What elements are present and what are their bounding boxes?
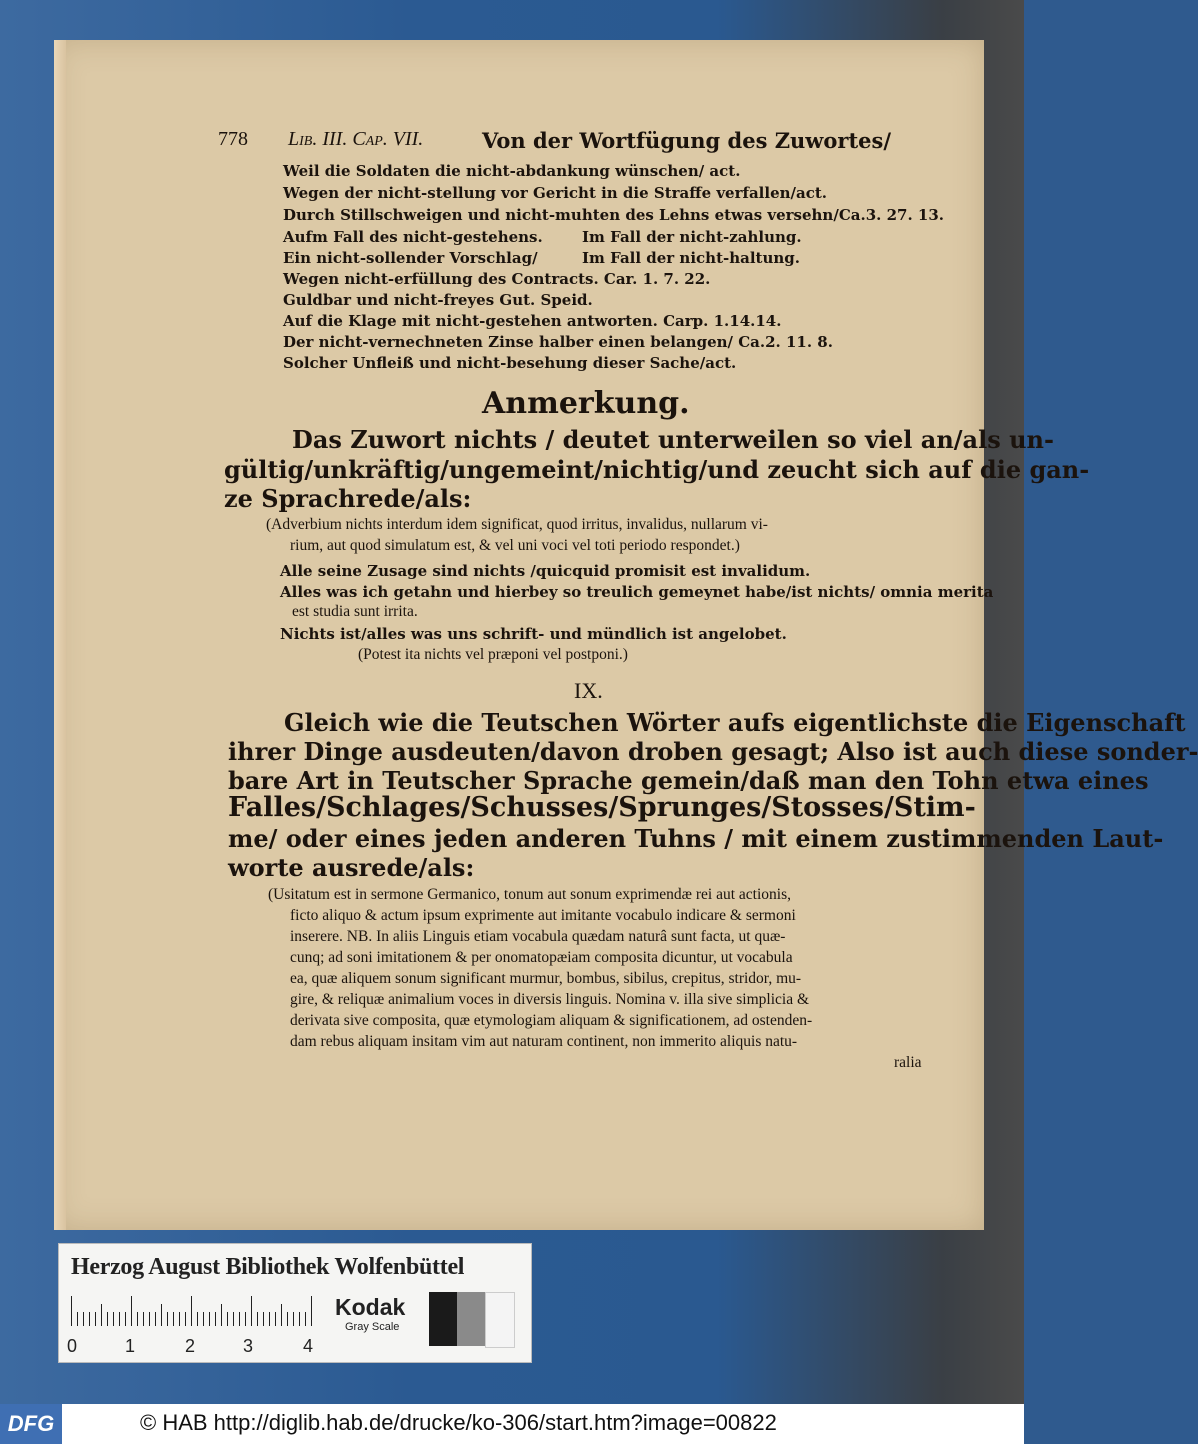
ruler-tick xyxy=(239,1312,240,1326)
ruler-number: 0 xyxy=(67,1336,78,1356)
ruler-tick xyxy=(305,1312,306,1326)
section-numeral: IX. xyxy=(574,678,603,703)
example-line: Alles was ich getahn und hierbey so treulich gemeynet habe/ist nichts/ omnia merita xyxy=(280,583,994,601)
ruler-number: 2 xyxy=(185,1336,196,1356)
ruler-tick xyxy=(227,1312,228,1326)
page-number: 778 xyxy=(218,128,248,150)
ruler-number: 4 xyxy=(303,1336,314,1356)
ruler-tick xyxy=(161,1304,162,1326)
gray-patch-black xyxy=(429,1292,457,1346)
ruler-tick xyxy=(77,1312,78,1326)
paragraph-line: Falles/Schlages/Schusses/Sprunges/Stosses/Stim- xyxy=(228,792,976,823)
latin-line: (Usitatum est in sermone Germanico, tonum aut sonum exprimendæ rei aut actionis, xyxy=(268,886,792,903)
ruler-tick xyxy=(131,1296,132,1326)
gray-patch-mid xyxy=(457,1292,485,1346)
ruler-tick xyxy=(149,1312,150,1326)
example-line: Weil die Soldaten die nicht-abdankung wünschen/ act. xyxy=(283,162,741,180)
latin-line: derivata sive composita, quæ etymologiam aliquam & significationem, ad ostenden- xyxy=(290,1012,813,1029)
running-title: Von der Wortfügung des Zuwortes/ xyxy=(482,128,892,153)
ruler-tick xyxy=(263,1312,264,1326)
ruler-tick xyxy=(137,1312,138,1326)
ruler-tick xyxy=(299,1312,300,1326)
ruler-tick xyxy=(113,1312,114,1326)
ruler-tick xyxy=(83,1312,84,1326)
example-line: Im Fall der nicht-zahlung. xyxy=(582,228,802,246)
latin-line: cunq; ad soni imitationem & per onomatopæiam composita dicuntur, ut vocabula xyxy=(290,949,793,966)
ruler-tick xyxy=(71,1296,72,1326)
ruler-tick xyxy=(155,1312,156,1326)
ruler-tick xyxy=(101,1304,102,1326)
example-line: Der nicht-vernechneten Zinse halber einen belangen/ Ca.2. 11. 8. xyxy=(283,333,833,351)
example-line: est studia sunt irrita. xyxy=(292,603,418,620)
paragraph-line: Gleich wie die Teutschen Wörter aufs eigentlichste die Eigenschaft xyxy=(284,708,1186,737)
latin-line: gire, & reliquæ animalium voces in diversis linguis. Nomina v. illa sive simplicia & xyxy=(290,991,810,1008)
ruler-number: 3 xyxy=(243,1336,254,1356)
example-line: Wegen nicht-erfüllung des Contracts. Car. 1. 7. 22. xyxy=(283,270,711,288)
latin-line: ficto aliquo & actum ipsum exprimente aut imitante vocabulo indicare & sermoni xyxy=(290,907,796,924)
library-name: Herzog August Bibliothek Wolfenbüttel xyxy=(71,1254,465,1280)
ruler-tick xyxy=(185,1312,186,1326)
ruler-tick xyxy=(167,1312,168,1326)
ruler-tick xyxy=(191,1296,192,1326)
example-line: Nichts ist/alles was uns schrift- und mündlich ist angelobet. xyxy=(280,625,787,643)
ruler-tick xyxy=(95,1312,96,1326)
paragraph-line: gültig/unkräftig/ungemeint/nichtig/und zeucht sich auf die gan- xyxy=(224,455,1090,484)
kodak-brand: Kodak xyxy=(335,1294,406,1320)
latin-line: (Adverbium nichts interdum idem significat, quod irritus, invalidus, nullarum vi- xyxy=(266,516,768,533)
latin-line: inserere. NB. In aliis Linguis etiam vocabula quædam naturâ sunt facta, ut quæ- xyxy=(290,928,786,945)
paragraph-line: bare Art in Teutscher Sprache gemein/daß man den Tohn etwa eines xyxy=(228,766,1149,795)
example-line: Wegen der nicht-stellung vor Gericht in die Straffe verfallen/act. xyxy=(283,184,828,202)
latin-note: (Potest ita nichts vel præponi vel postponi.) xyxy=(358,646,628,663)
catchword: ralia xyxy=(894,1054,922,1071)
paragraph-line: ihrer Dinge ausdeuten/davon droben gesagt; Also ist auch diese sonder- xyxy=(228,737,1198,766)
example-line: Guldbar und nicht-freyes Gut. Speid. xyxy=(283,291,593,309)
ruler-tick xyxy=(173,1312,174,1326)
example-line: Alle seine Zusage sind nichts /quicquid promisit est invalidum. xyxy=(280,562,811,580)
example-line: Auf die Klage mit nicht-gestehen antworten. Carp. 1.14.14. xyxy=(283,312,782,330)
chapter-reference: Lib. III. Cap. VII. xyxy=(288,128,424,150)
example-line: Ein nicht-sollender Vorschlag/ xyxy=(283,249,538,267)
ruler-tick xyxy=(119,1312,120,1326)
ruler-tick xyxy=(269,1312,270,1326)
ruler-number: 1 xyxy=(125,1336,136,1356)
anmerkung-heading: Anmerkung. xyxy=(482,386,690,421)
ruler-tick xyxy=(251,1296,252,1326)
example-line: Im Fall der nicht-haltung. xyxy=(582,249,801,267)
ruler-tick xyxy=(179,1312,180,1326)
example-line: Durch Stillschweigen und nicht-muhten des Lehns etwas versehn/Ca.3. 27. 13. xyxy=(283,206,944,224)
ruler-tick xyxy=(209,1312,210,1326)
paragraph-line: ze Sprachrede/als: xyxy=(224,484,472,513)
ruler-tick xyxy=(233,1312,234,1326)
ruler-tick xyxy=(125,1312,126,1326)
ruler-tick xyxy=(311,1296,312,1326)
example-line: Solcher Unfleiß und nicht-besehung dieser Sache/act. xyxy=(283,354,737,372)
paragraph-line: me/ oder eines jeden anderen Tuhns / mit einem zustimmenden Laut- xyxy=(228,824,1164,853)
ruler-tick xyxy=(293,1312,294,1326)
ruler xyxy=(71,1296,319,1326)
copyright-link[interactable]: © HAB http://diglib.hab.de/drucke/ko-306/start.htm?image=00822 xyxy=(140,1410,777,1435)
paragraph-line: worte ausrede/als: xyxy=(228,853,475,882)
latin-line: ea, quæ aliquem sonum significant murmur, bombus, sibilus, crepitus, stridor, mu- xyxy=(290,970,802,987)
ruler-tick xyxy=(89,1312,90,1326)
dfg-logo: DFG xyxy=(0,1404,62,1444)
ruler-tick xyxy=(197,1312,198,1326)
color-scale-card xyxy=(58,1243,532,1363)
ruler-tick xyxy=(203,1312,204,1326)
example-line: Aufm Fall des nicht-gestehens. xyxy=(283,228,543,246)
paragraph-line: Das Zuwort nichts / deutet unterweilen so viel an/als un- xyxy=(292,425,1054,454)
ruler-tick xyxy=(221,1304,222,1326)
ruler-tick xyxy=(143,1312,144,1326)
ruler-tick xyxy=(281,1304,282,1326)
ruler-tick xyxy=(245,1312,246,1326)
ruler-tick xyxy=(275,1312,276,1326)
ruler-tick xyxy=(257,1312,258,1326)
latin-line: dam rebus aliquam insitam vim aut naturam continent, non immerito aliquis natu- xyxy=(290,1033,798,1050)
ruler-tick xyxy=(215,1312,216,1326)
gray-scale-label: Gray Scale xyxy=(345,1321,400,1333)
gray-patch-white xyxy=(485,1292,515,1348)
latin-line: rium, aut quod simulatum est, & vel uni voci vel toti periodo respondet.) xyxy=(290,537,740,554)
ruler-tick xyxy=(287,1312,288,1326)
ruler-tick xyxy=(107,1312,108,1326)
page-edge xyxy=(54,40,66,1230)
